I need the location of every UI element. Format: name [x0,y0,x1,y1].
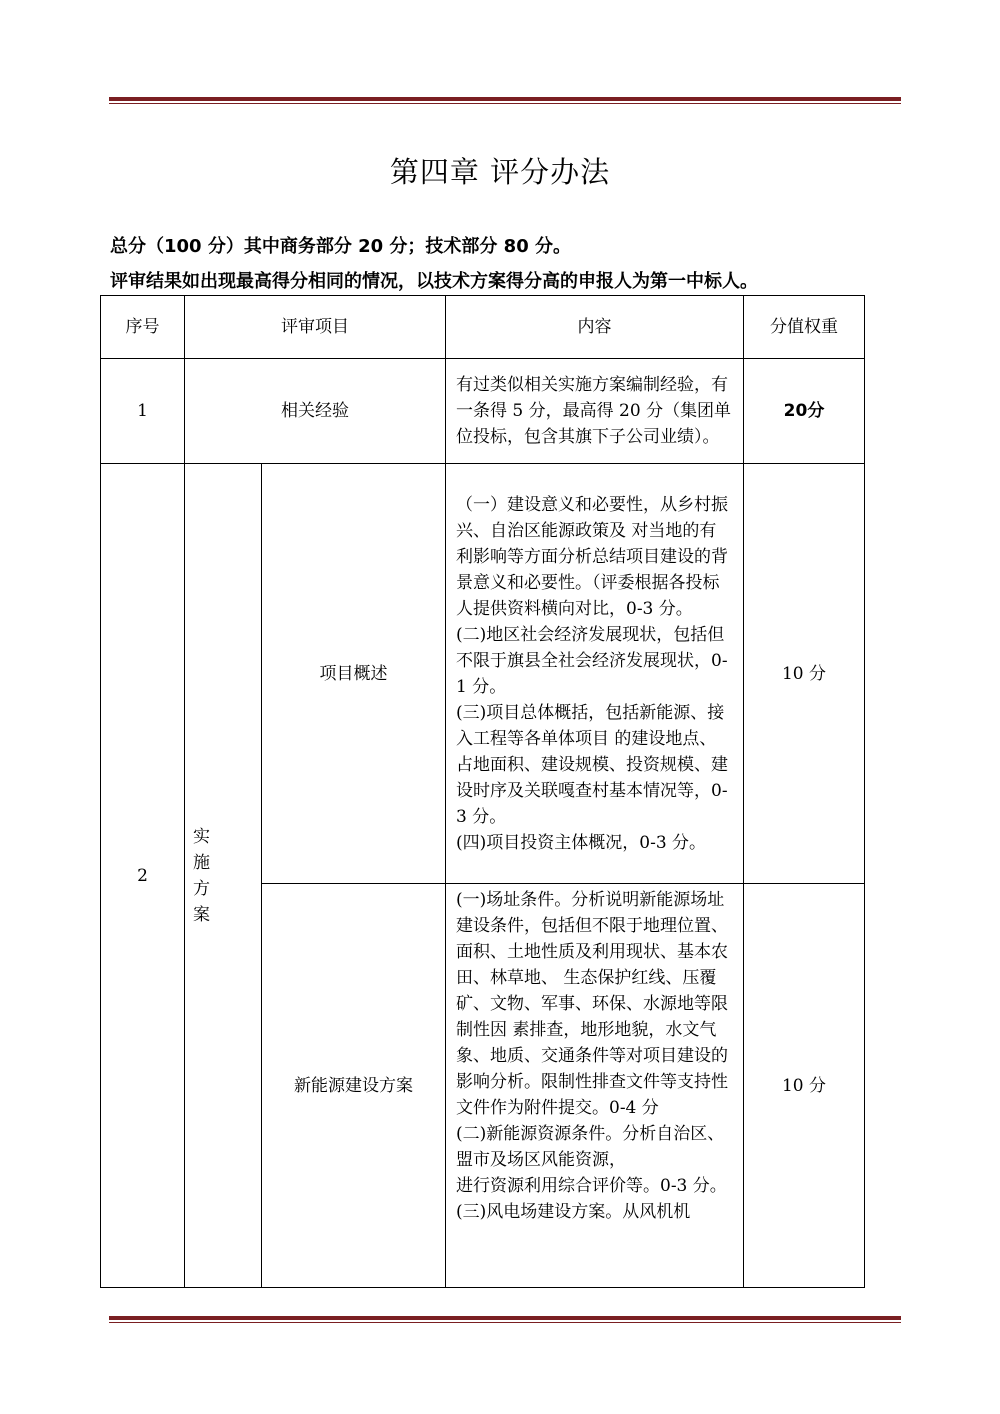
group-label-line: 实 施 [193,826,224,873]
page-title: 第四章 评分办法 [389,155,611,189]
content-paragraph: 进行资源利用综合评价等。0-3 分。 [456,1176,727,1196]
sub-content [446,464,744,884]
header-content: 内容 [446,296,744,359]
sub-score: 10 分 [744,884,865,1288]
table-row [101,464,865,884]
content-paragraph: (二)地区社会经济发展现状，包括但不限于旗县全社会经济发展现状，0-1 分。 [456,624,728,697]
table-row [101,359,865,464]
sub-score: 10 分 [744,464,865,884]
header-score: 分值权重 [744,296,865,359]
row-score: 20分 [744,359,865,464]
sub-item: 新能源建设方案 [262,884,446,1288]
scoring-table [100,295,865,1288]
row-content: 有过类似相关实施方案编制经验，有一条得 5 分，最高得 20 分（集团单位投标，包含其旗下子公司业绩）。 [446,359,744,464]
table-header-row [101,296,865,359]
content-paragraph: (四)项目投资主体概况，0-3 分。 [456,832,707,853]
row-group-label [185,464,262,1288]
row-no: 1 [101,359,185,464]
content-paragraph: (三)项目总体概括，包括新能源、接入工程等各单体项目 的建设地点、占地面积、建设规模、投资规模、建设时序及关联嘎查村基本情况等，0-3 分。 [456,702,728,827]
content-paragraph: （一）建设意义和必要性，从乡村振兴、自治区能源政策及 对当地的有利影响等方面分析总结项目建设的背景意义和必要性。（评委根据各投标人提供资料横向对比，0-3 分。 [456,494,728,619]
content-paragraph: (二)新能源资源条件。分析自治区、盟市及场区风能资源， [456,1124,725,1170]
header-no: 序号 [101,296,185,359]
footer-rule [109,1316,901,1323]
tie-break-rule: 评审结果如出现最高得分相同的情况，以技术方案得分高的申报人为第一中标人。 [110,271,758,292]
row-no: 2 [101,464,185,1288]
row-item: 相关经验 [185,359,446,464]
sub-content [446,884,744,1288]
header-item: 评审项目 [185,296,446,359]
content-paragraph: (三)风电场建设方案。从风机机 [456,1202,691,1222]
header-rule [109,97,901,104]
content-paragraph: (一)场址条件。分析说明新能源场址建设条件，包括但不限于地理位置、面积、土地性质及利用现状、基本农田、林草地、 生态保护红线、压覆矿、文物、军事、环保、水源地等限制性因 素排查，地形地貌，水文气象、地质、交通条件等对项目建设的影响分析。限制性排查文件等支持性文件作为附件提交。0-4 分 [456,890,728,1118]
group-label-line: 方 案 [193,878,224,925]
score-summary: 总分（100 分）其中商务部分 20 分；技术部分 80 分。 [110,236,572,257]
sub-item: 项目概述 [262,464,446,884]
